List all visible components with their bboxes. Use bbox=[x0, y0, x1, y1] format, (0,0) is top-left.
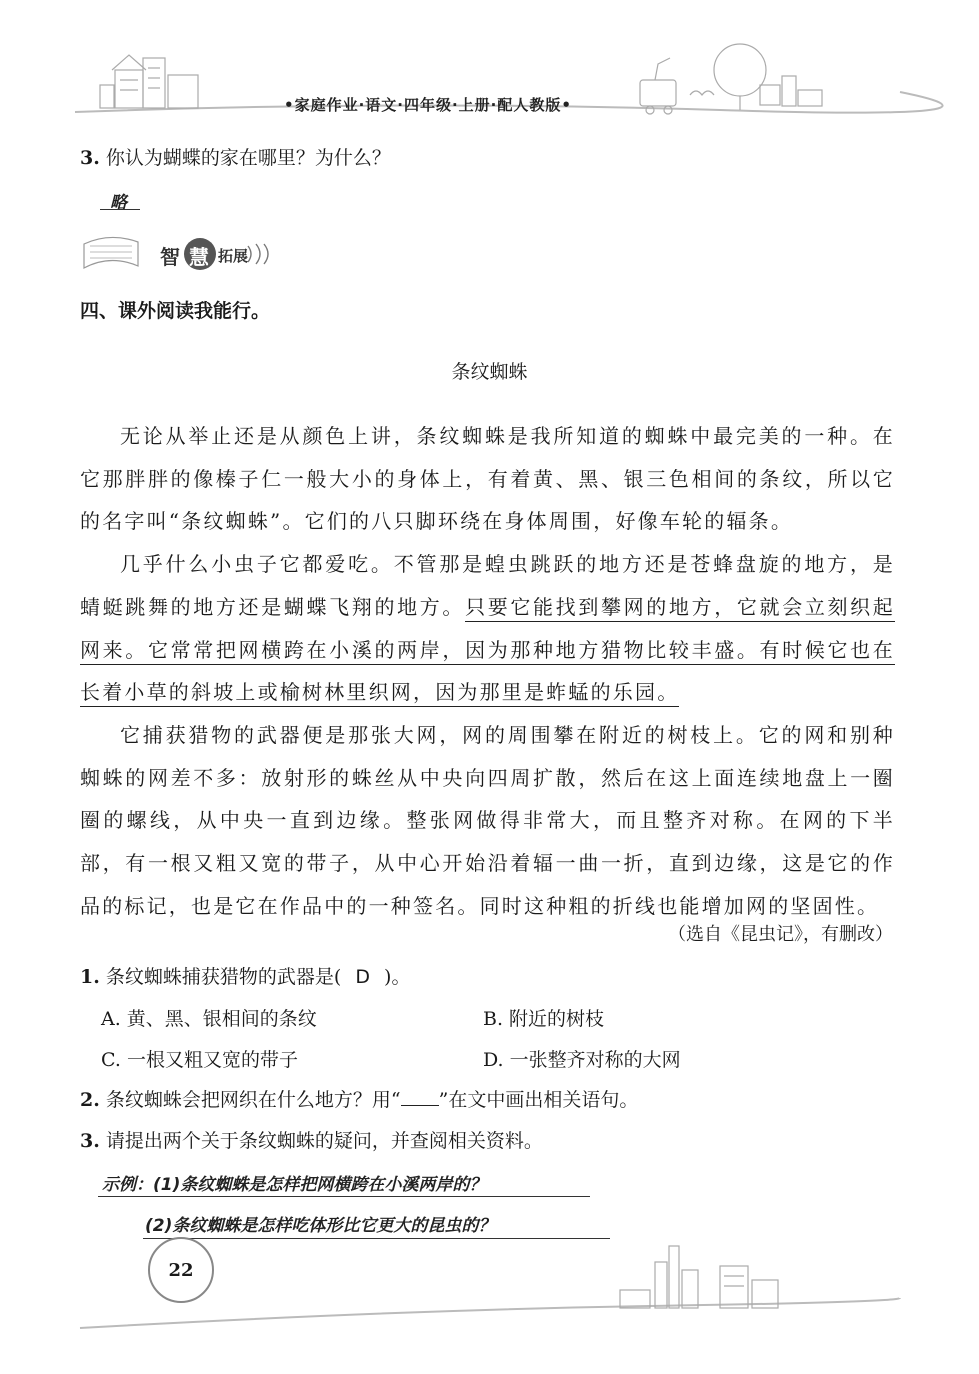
question-3-top bbox=[80, 145, 391, 171]
book-icon bbox=[80, 232, 280, 276]
question-text-end: ”在文中画出相关语句。 bbox=[438, 1089, 639, 1111]
paragraph-1: 无论从举止还是从颜色上讲，条纹蜘蛛是我所知道的蜘蛛中最完美的一种。在它那胖胖的像榛子仁一般大小的身体上，有着黄、黑、银三色相间的条纹，所以它的名字叫“条纹蜘蛛”。它们的八只脚环绕在身体周围，好像车轮的辐条。 bbox=[80, 424, 895, 534]
option-b: B. 附近的树枝 bbox=[483, 1008, 605, 1030]
question-2 bbox=[80, 1087, 638, 1113]
section-title: 四、课外阅读我能行。 bbox=[80, 300, 271, 322]
question-text: 请提出两个关于条纹蜘蛛的疑问，并查阅相关资料。 bbox=[105, 1130, 543, 1152]
question-number: 2. bbox=[80, 1089, 100, 1111]
question-text: 条纹蜘蛛捕获猎物的武器是( bbox=[105, 966, 342, 988]
answer-example-1: 示例：(1)条纹蜘蛛是怎样把网横跨在小溪两岸的？ bbox=[102, 1175, 487, 1195]
answer-example-2: (2)条纹蜘蛛是怎样吃体形比它更大的昆虫的？ bbox=[145, 1216, 496, 1236]
logo-char-1: 智 bbox=[160, 245, 180, 269]
answer-line-1 bbox=[98, 1196, 590, 1197]
answer-omitted: 略 bbox=[110, 193, 127, 213]
page-number: 22 bbox=[168, 1259, 194, 1281]
logo-char-3: 拓展 bbox=[218, 247, 249, 265]
article-title: 条纹蜘蛛 bbox=[451, 361, 528, 383]
underlined-sentence-1: 只要它能找到攀网的地方，它就会立刻织起网来。它常常把网横跨在小溪的两岸，因为那种地方猎物比较丰盛。 bbox=[80, 595, 895, 665]
answer-line-2 bbox=[143, 1238, 610, 1239]
reading-passage bbox=[80, 415, 895, 927]
question-text: 条纹蜘蛛会把网织在什么地方？用“ bbox=[105, 1089, 401, 1111]
option-d: D. 一张整齐对称的大网 bbox=[483, 1049, 681, 1071]
option-a: A. 黄、黑、银相间的条纹 bbox=[101, 1008, 317, 1030]
answer-line bbox=[100, 209, 140, 210]
passage-source: （选自《昆虫记》，有删改） bbox=[668, 924, 893, 945]
question-number: 3. bbox=[80, 147, 100, 169]
question-number: 1. bbox=[80, 966, 100, 988]
question-text-end: )。 bbox=[384, 966, 411, 988]
footer-decoration bbox=[0, 1240, 979, 1350]
question-3 bbox=[80, 1128, 543, 1154]
wisdom-expansion-logo bbox=[80, 232, 280, 276]
paragraph-3: 它捕获猎物的武器便是那张大网，网的周围攀在附近的树枝上。它的网和别种蜘蛛的网差不多：放射形的蛛丝从中央向四周扩散，然后在这上面连续地盘上一圈圈的螺线，从中央一直到边缘。整张网做得非常大，而且整齐对称。在网的下半部，有一根又粗又宽的带子，从中心开始沿着辐一曲一折，直到边缘，这是它的作品的标记，也是它在作品中的一种签名。同时这种粗的折线也能增加网的坚固性。 bbox=[80, 722, 895, 918]
question-text: 你认为蝴蝶的家在哪里？为什么？ bbox=[105, 147, 391, 169]
question-1 bbox=[80, 964, 410, 990]
paragraph-2-text: 几乎什么小虫子它都爱吃。不管那是蝗虫跳跃的地方还是苍蜂盘旋的地方，是蜻蜓跳舞的地方还是蝴蝶飞翔的地方。 bbox=[80, 552, 895, 619]
underline-sample bbox=[401, 1105, 439, 1106]
answer-choice: D bbox=[355, 966, 370, 988]
page-number-badge bbox=[148, 1237, 214, 1303]
underlined-sentence-2: 有时候它也在长着小草的斜坡上或榆树林里织网，因为那里是蚱蜢的乐园。 bbox=[80, 638, 895, 708]
question-number: 3. bbox=[80, 1130, 100, 1152]
logo-char-2: 慧 bbox=[189, 245, 209, 269]
header-title: •家庭作业·语文·四年级·上册·配人教版• bbox=[284, 96, 572, 114]
paragraph-2 bbox=[80, 543, 895, 714]
option-c: C. 一根又粗又宽的带子 bbox=[101, 1049, 298, 1071]
